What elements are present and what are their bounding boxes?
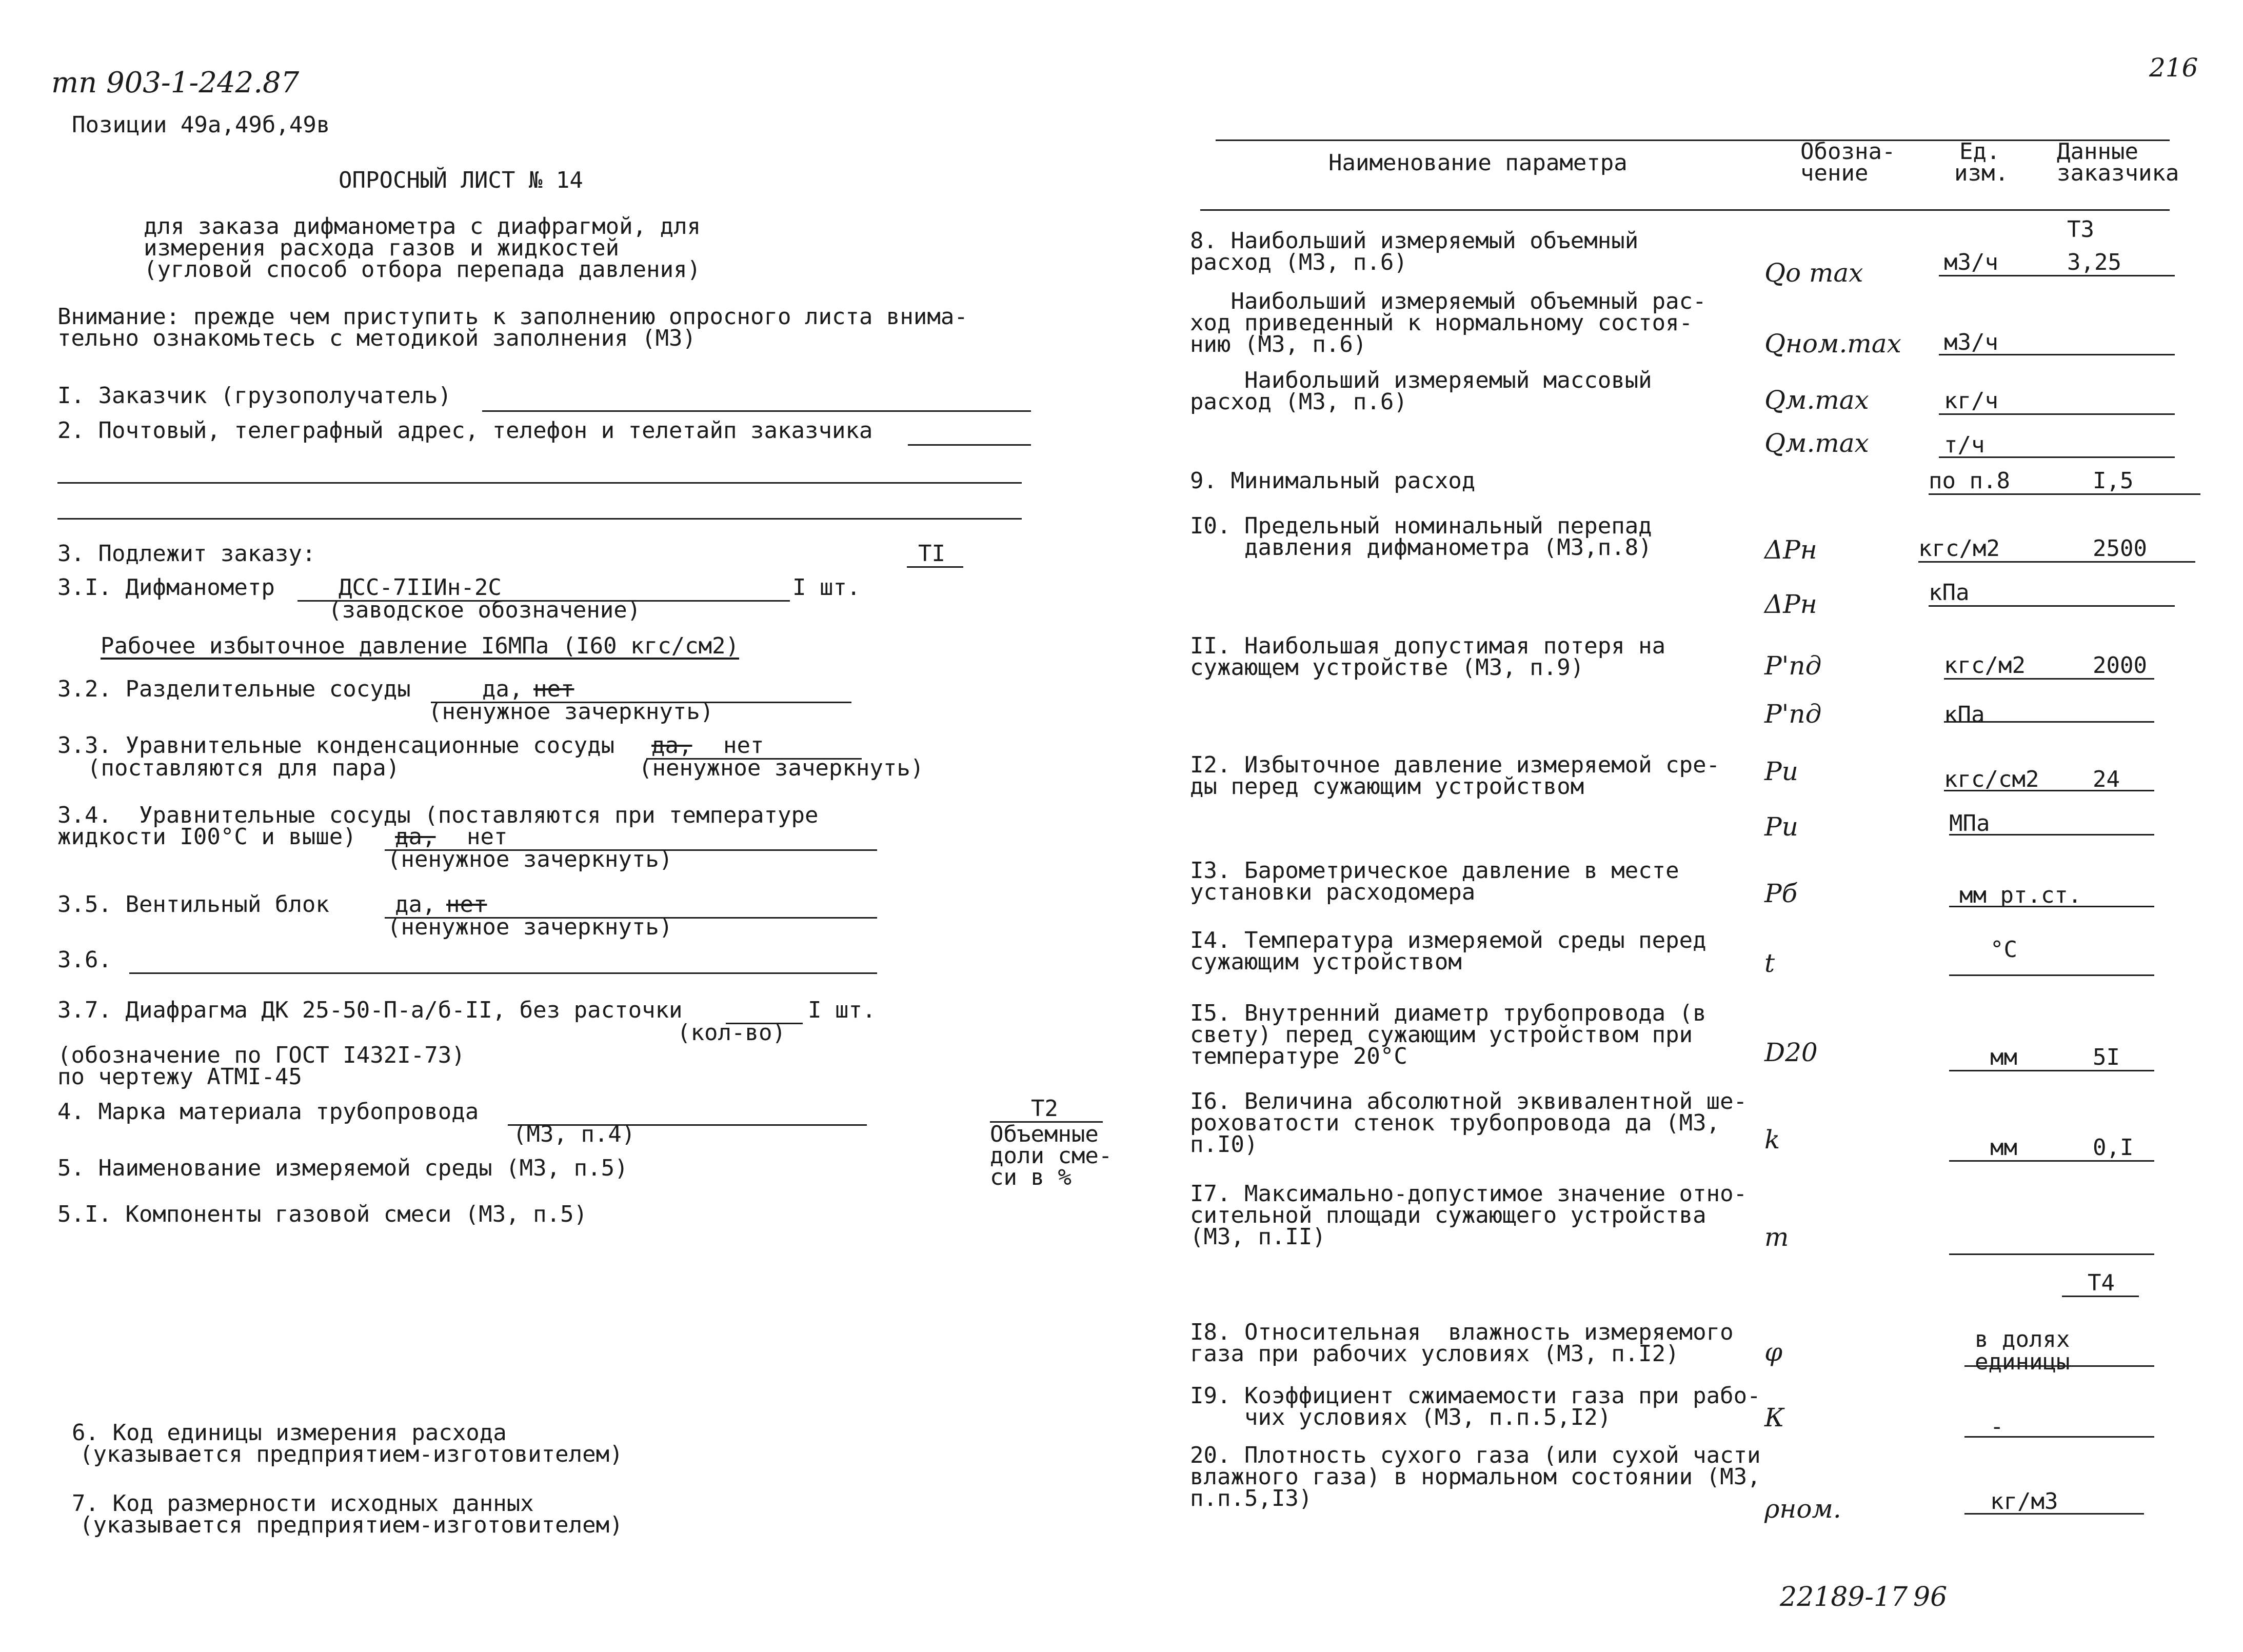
item-7-line: 7. Код размерности исходных данных — [72, 1490, 534, 1517]
param-name-line: свету) перед сужающим устройством при — [1190, 1022, 1693, 1048]
item-5-1-label: 5.I. Компоненты газовой смеси (МЗ, п.5) — [57, 1201, 588, 1227]
param-name-line: (МЗ, п.II) — [1190, 1224, 1326, 1250]
item-1-field[interactable] — [482, 410, 1031, 412]
item-3-2-label: 3.2. Разделительные сосуды — [57, 676, 411, 702]
param-field-line[interactable] — [1929, 493, 2200, 495]
param-name-line: Наибольший измеряемый массовый — [1190, 367, 1652, 393]
param-name-line: п.I0) — [1190, 1131, 1258, 1158]
param-symbol: Qм.max — [1764, 428, 1869, 458]
attention-line: Внимание: прежде чем приступить к заполнению опросного листа внима- — [57, 304, 968, 330]
header-data: Данные — [2057, 138, 2138, 165]
param-symbol: ΔPн — [1764, 589, 1817, 619]
param-unit: кгс/м2 — [1918, 535, 2000, 562]
param-name-line: чих условиях (МЗ, п.п.5,I2) — [1190, 1404, 1612, 1430]
param-unit: кг/ч — [1944, 388, 1998, 414]
param-name-line: 9. Минимальный расход — [1190, 468, 1476, 494]
param-value[interactable]: 24 — [2093, 766, 2120, 792]
param-unit: кПа — [1944, 702, 1985, 728]
item-5-label: 5. Наименование измеряемой среды (МЗ, п.5) — [57, 1155, 628, 1181]
item-3-2-yes[interactable]: да, — [482, 676, 523, 702]
param-name-line: I9. Коэффициент сжимаемости газа при рабо- — [1190, 1383, 1761, 1409]
param-field-line[interactable] — [1949, 1070, 2154, 1071]
param-symbol: Qном.max — [1764, 329, 1901, 359]
param-name-line: I4. Температура измеряемой среды перед — [1190, 927, 1706, 953]
param-name-line: I6. Величина абсолютной эквивалентной ше- — [1190, 1088, 1748, 1114]
param-symbol: t — [1764, 948, 1775, 978]
item-3-2-no[interactable]: нет — [533, 676, 574, 702]
item-3-4-note: (ненужное зачеркнуть) — [387, 846, 673, 872]
t2-note-line: си в % — [990, 1164, 1071, 1190]
param-symbol: m — [1764, 1222, 1789, 1252]
item-3-label: 3. Подлежит заказу: — [57, 541, 316, 567]
item-3-1-label: 3.I. Дифманометр — [57, 574, 275, 601]
param-symbol: К — [1764, 1403, 1784, 1432]
table-ref-t3: ТЗ — [2067, 216, 2094, 243]
item-3-5-note: (ненужное зачеркнуть) — [387, 914, 673, 940]
param-field-line[interactable] — [1939, 456, 2175, 458]
t1-underline — [907, 566, 963, 568]
param-unit: кПа — [1929, 580, 1970, 606]
purpose-line: (угловой способ отбора перепада давления) — [144, 256, 701, 283]
param-field-line[interactable] — [1964, 1513, 2144, 1515]
param-name-line: I2. Избыточное давление измеряемой сре- — [1190, 752, 1720, 778]
header-designation: Обозна- — [1800, 138, 1896, 165]
work-pressure: Рабочее избыточное давление I6МПа (I60 кгс/см2) — [101, 633, 740, 659]
table-top-rule — [1216, 140, 2170, 141]
param-name-line: расход (МЗ, п.6) — [1190, 389, 1407, 415]
item-3-4-no[interactable]: нет — [467, 824, 508, 850]
param-symbol: Qo max — [1764, 258, 1863, 288]
param-name-line: 20. Плотность сухого газа (или сухой части — [1190, 1442, 1761, 1468]
positions: Позиции 49а,49б,49в — [72, 112, 330, 138]
param-field-line[interactable] — [1964, 1436, 2154, 1438]
param-field-line[interactable] — [1944, 790, 2154, 791]
tp-number: тп 903-1-242.87 — [51, 66, 300, 99]
attention-line: тельно ознакомьтесь с методикой заполнения (МЗ) — [57, 325, 697, 351]
table-ref-t2: Т2 — [1031, 1096, 1058, 1122]
param-name-line: сужающем устройстве (МЗ, п.9) — [1190, 654, 1584, 681]
param-field-line[interactable] — [1964, 1365, 2154, 1367]
item-1-label: I. Заказчик (грузополучатель) — [57, 383, 452, 409]
param-field-line[interactable] — [1949, 1160, 2154, 1162]
purpose-line: для заказа дифманометра с диафрагмой, для — [144, 213, 701, 240]
param-unit: кг/м3 — [1990, 1488, 2058, 1515]
form-title: ОПРОСНЫЙ ЛИСТ № 14 — [339, 167, 583, 193]
item-3-6-label: 3.6. — [57, 947, 112, 973]
t4-underline — [2062, 1296, 2139, 1297]
param-symbol: Pи — [1764, 812, 1798, 842]
header-unit: изм. — [1954, 160, 2009, 186]
param-unit: т/ч — [1944, 432, 1985, 458]
param-unit: °С — [1990, 937, 2017, 963]
item-3-7-note: (кол-во) — [677, 1020, 786, 1046]
param-symbol: ΔPн — [1764, 535, 1817, 565]
item-7-line: (указывается предприятием-изготовителем) — [80, 1512, 623, 1538]
item-3-3-label: 3.3. Уравнительные конденсационные сосуды — [57, 732, 615, 759]
param-name-line: температуре 20°С — [1190, 1043, 1407, 1069]
param-name-line: I7. Максимально-допустимое значение отно- — [1190, 1181, 1748, 1207]
param-value[interactable]: 2000 — [2093, 652, 2147, 679]
param-value[interactable]: 3,25 — [2067, 249, 2121, 275]
footer-num: 96 — [1913, 1582, 1948, 1613]
param-unit: мм — [1990, 1134, 2017, 1161]
item-3-5-yes[interactable]: да, — [395, 891, 436, 918]
param-symbol: P'пд — [1764, 699, 1822, 729]
param-symbol: D20 — [1764, 1038, 1818, 1067]
param-field-line[interactable] — [1939, 275, 2175, 276]
param-field-line[interactable] — [1949, 1253, 2154, 1255]
param-symbol: Pи — [1764, 757, 1798, 786]
param-name-line: установки расходомера — [1190, 879, 1476, 905]
param-unit: в долях единицы — [1975, 1326, 2070, 1375]
param-name-line: газа при рабочих условиях (МЗ, п.I2) — [1190, 1341, 1679, 1367]
item-3-3-note: (ненужное зачеркнуть) — [639, 755, 924, 781]
param-field-line[interactable] — [1939, 413, 2175, 415]
item-3-2-note: (ненужное зачеркнуть) — [428, 699, 714, 725]
gost-line: (обозначение по ГОСТ I432I-73) — [57, 1042, 465, 1068]
item-2-field-line3[interactable] — [57, 518, 1022, 520]
param-name-line: давления дифманометра (МЗ,п.8) — [1190, 534, 1652, 561]
param-value[interactable]: 2500 — [2093, 535, 2147, 562]
gost-line: по чертежу АТМI-45 — [57, 1064, 302, 1090]
item-6-line: (указывается предприятием-изготовителем) — [80, 1441, 623, 1467]
param-unit: кгс/м2 — [1944, 652, 2026, 679]
item-2-field[interactable] — [908, 444, 1031, 446]
param-name-line: I5. Внутренний диаметр трубопровода (в — [1190, 1000, 1706, 1026]
param-value[interactable]: 0,I — [2093, 1134, 2134, 1161]
param-unit: кгс/см2 — [1944, 766, 2039, 792]
param-field-line[interactable] — [1949, 974, 2154, 976]
item-3-5-no[interactable]: нет — [446, 891, 487, 918]
param-symbol: P'пд — [1764, 651, 1822, 681]
param-unit: м3/ч — [1944, 329, 1998, 355]
item-2-label: 2. Почтовый, телеграфный адрес, телефон и телетайп заказчика — [57, 417, 873, 444]
item-6-line: 6. Код единицы измерения расхода — [72, 1420, 507, 1446]
param-field-line[interactable] — [1949, 906, 2154, 907]
param-name-line: п.п.5,I3) — [1190, 1485, 1313, 1511]
param-unit: мм рт.ст. — [1959, 882, 2082, 908]
param-field-line[interactable] — [1944, 678, 2154, 680]
param-unit: МПа — [1949, 810, 1990, 837]
param-name-line: сужающим устройством — [1190, 949, 1462, 975]
item-3-7-qty: I шт. — [808, 997, 876, 1023]
param-name-line: Наибольший измеряемый объемный рас- — [1190, 288, 1706, 314]
param-symbol: Qм.max — [1764, 385, 1869, 415]
param-symbol: Pб — [1764, 879, 1798, 908]
param-field-line[interactable] — [1918, 561, 2195, 563]
param-name-line: ды перед сужающим устройством — [1190, 773, 1584, 800]
header-designation: чение — [1800, 160, 1869, 186]
header-name: Наименование параметра — [1328, 150, 1627, 176]
header-data: заказчика — [2057, 160, 2179, 186]
t2-note-line: доли сме- — [990, 1143, 1113, 1169]
footer-code: 22189-17 — [1780, 1582, 1908, 1613]
param-name-line: II. Наибольшая допустимая потеря на — [1190, 633, 1666, 659]
param-name-line: нию (МЗ, п.6) — [1190, 331, 1367, 357]
item-4-note: (МЗ, п.4) — [513, 1121, 636, 1147]
param-name-line: I8. Относительная влажность измеряемого — [1190, 1319, 1734, 1345]
param-symbol: φ — [1764, 1337, 1783, 1367]
item-3-1-note: (заводское обозначение) — [328, 597, 641, 623]
item-3-1-value[interactable]: ДСС-7IIИн-2С — [339, 574, 502, 601]
param-field-line[interactable] — [1939, 354, 2175, 355]
item-3-4-yes[interactable]: да, — [395, 824, 436, 850]
param-name-line: влажного газа) в нормальном состоянии (МЗ, — [1190, 1464, 1761, 1490]
param-name-line: I0. Предельный номинальный перепад — [1190, 513, 1652, 539]
item-3-4-line2: жидкости I00°С и выше) — [57, 824, 356, 850]
param-name-line: ход приведенный к нормальному состоя- — [1190, 310, 1693, 336]
t2-note-line: Объемные — [990, 1121, 1099, 1147]
item-3-6-field[interactable] — [129, 972, 877, 974]
param-symbol: ρном. — [1764, 1494, 1841, 1524]
table-ref-t1: TI — [918, 541, 945, 567]
param-name-line: роховатости стенок трубопровода да (МЗ, — [1190, 1110, 1720, 1136]
param-symbol: k — [1764, 1125, 1780, 1155]
param-unit: - — [1990, 1414, 2004, 1440]
param-field-line[interactable] — [1949, 834, 2154, 835]
param-value[interactable]: I,5 — [2093, 468, 2134, 494]
param-value[interactable]: 5I — [2093, 1044, 2120, 1070]
param-field-line[interactable] — [1944, 721, 2154, 723]
param-name-line: сительной площади сужающего устройства — [1190, 1202, 1706, 1228]
item-3-3-sub: (поставляются для пара) — [87, 755, 400, 781]
item-3-7-label: 3.7. Диафрагма ДК 25-50-П-а/б-II, без расточки — [57, 997, 683, 1023]
param-field-line[interactable] — [1929, 605, 2175, 607]
param-unit: мм — [1990, 1044, 2017, 1070]
param-name-line: I3. Барометрическое давление в месте — [1190, 858, 1679, 884]
table-ref-t4: Т4 — [2088, 1270, 2115, 1296]
purpose-line: измерения расхода газов и жидкостей — [144, 235, 620, 261]
item-4-label: 4. Марка материала трубопровода — [57, 1099, 479, 1125]
table-header-rule — [1200, 209, 2170, 211]
item-3-4-line1: 3.4. Уравнительные сосуды (поставляются при температуре — [57, 802, 819, 828]
item-2-field-line2[interactable] — [57, 482, 1022, 484]
item-3-3-yes[interactable]: да, — [651, 732, 692, 759]
param-unit: м3/ч — [1944, 249, 1998, 275]
header-unit: Ед. — [1959, 138, 2000, 165]
param-unit: по п.8 — [1929, 468, 2010, 494]
param-name-line: расход (МЗ, п.6) — [1190, 249, 1407, 275]
param-name-line: 8. Наибольший измеряемый объемный — [1190, 228, 1639, 254]
item-3-1-qty: I шт. — [792, 574, 861, 601]
item-3-3-no[interactable]: нет — [723, 732, 764, 759]
page-number: 216 — [2149, 53, 2198, 83]
item-3-5-label: 3.5. Вентильный блок — [57, 891, 329, 918]
